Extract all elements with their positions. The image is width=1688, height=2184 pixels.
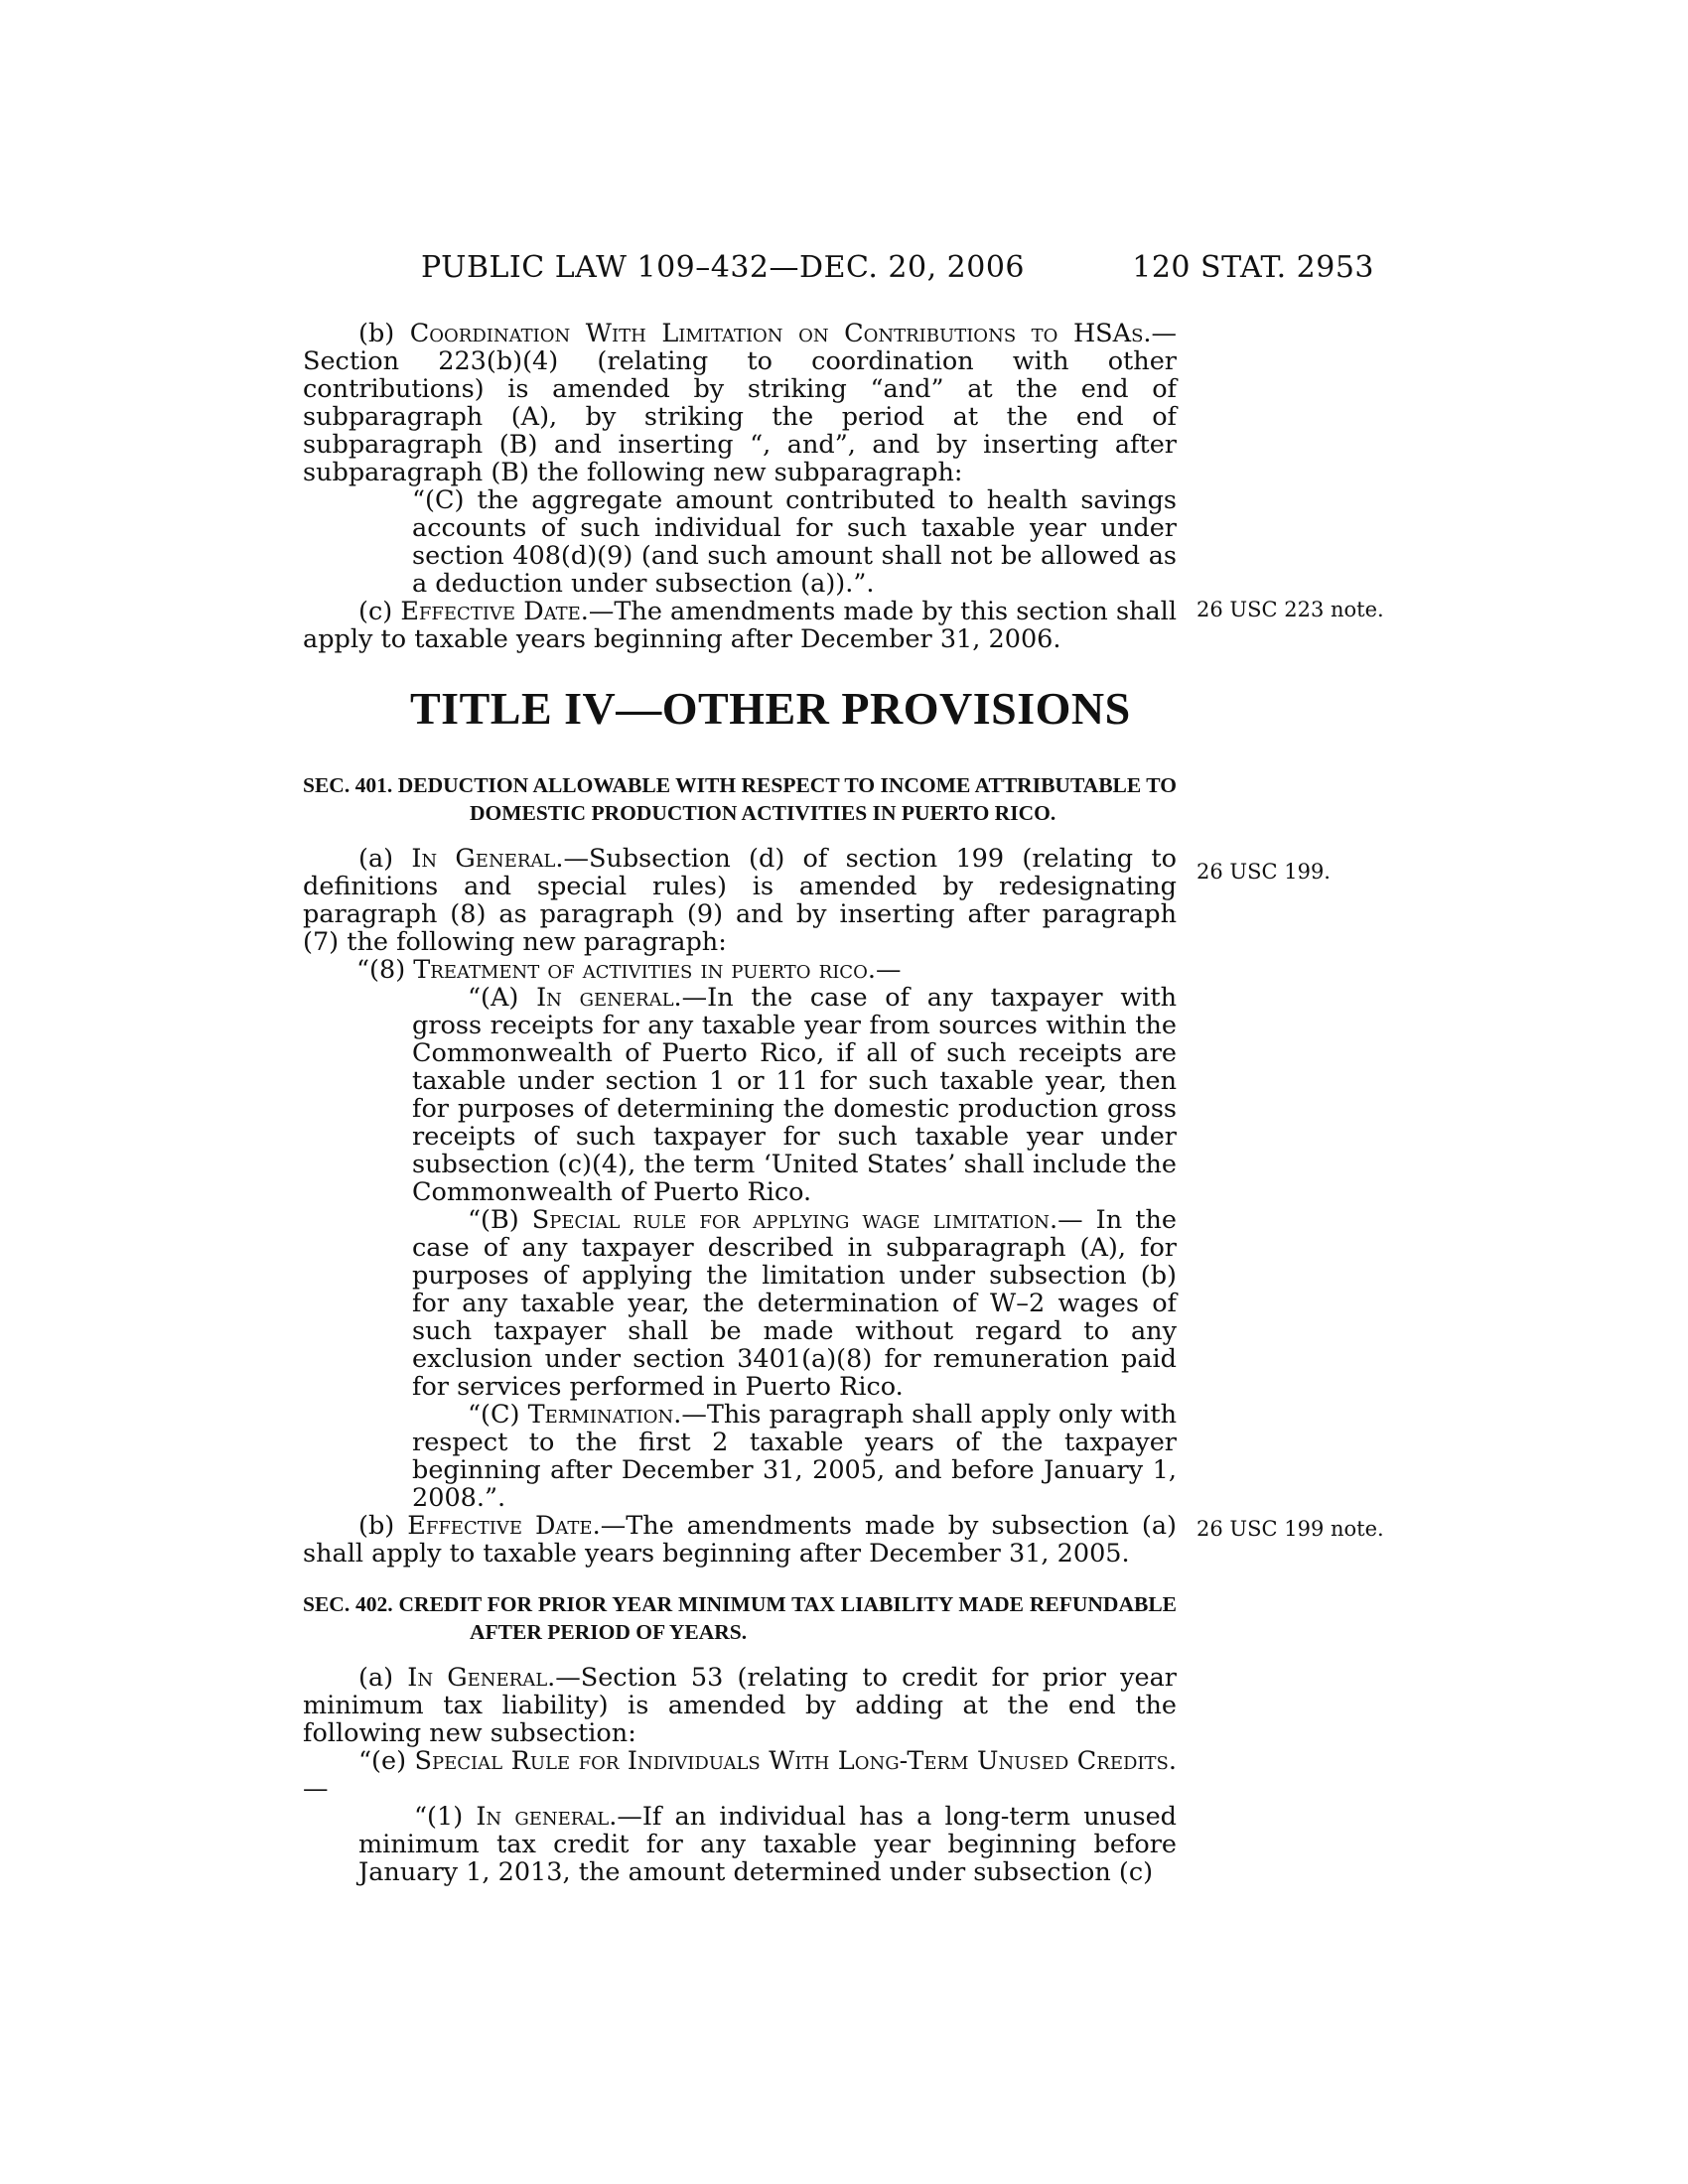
paragraph-heading: Effective Date.	[400, 597, 589, 626]
paragraph-heading: Coordination With Limitation on Contributions to HSAs.	[409, 319, 1152, 348]
subparagraph-a: “(A) In general.—In the case of any taxpayer with gross receipts for any taxable year from sources within the Commonwealth of Puerto Rico, if all of such receipts are taxable under section 1 or 11 for such taxable year, then for purposes of determining the domestic production gross receipts of such taxpayer for such taxable year under subsection (c)(4), the term ‘United States’ shall include the Commonwealth of Puerto Rico.	[412, 983, 1177, 1207]
margin-note: 26 USC 223 note.	[1196, 598, 1384, 621]
paragraph-b-coordination: (b) Coordination With Limitation on Contributions to HSAs.—Section 223(b)(4) (relating to coordination with other contributions) is amended by striking “and” at the end of subparagraph (A), by striking the period at the end of subparagraph (B) and inserting “, and”, and by inserting after subparagraph (B) the following new subparagraph:	[303, 319, 1178, 487]
paragraph-heading: In general.	[536, 983, 682, 1013]
quoted-paragraph-8: “(8) Treatment of activities in puerto rico.—	[356, 955, 902, 985]
quoted-subsection-e: “(e) Special Rule for Individuals With Long-Term Unused Credits.—	[303, 1746, 1177, 1804]
page-stat-number: 120 STAT. 2953	[1132, 250, 1374, 285]
section-402	[303, 1590, 1177, 1886]
paragraph-b-effective-date: (b) Effective Date.—The amendments made by subsection (a) shall apply to taxable years beginning after December 31, 2005.	[303, 1511, 1178, 1569]
quoted-paragraph-1: “(1) In general.—If an individual has a long-term unused minimum tax credit for any taxable year beginning before January 1, 2013, the amount determined under subsection (c)	[358, 1802, 1177, 1887]
quoted-subparagraph-c: “(C) the aggregate amount contributed to health savings accounts of such individual for such taxable year under section 408(d)(9) (and such amount shall not be allowed as a deduction under subsection (a)).”.	[412, 485, 1177, 599]
paragraph-heading: Treatment of activities in puerto rico.	[413, 955, 876, 985]
section-223-amendments	[303, 320, 1177, 653]
paragraph-heading: Special rule for applying wage limitation.	[531, 1205, 1058, 1235]
section-heading: SEC. 402. CREDIT FOR PRIOR YEAR MINIMUM TAX LIABILITY MADE REFUNDABLE AFTER PERIOD OF YEARS.	[303, 1592, 1177, 1644]
running-header-title: PUBLIC LAW 109–432—DEC. 20, 2006	[421, 250, 1026, 285]
margin-note: 26 USC 199.	[1196, 860, 1331, 884]
paragraph-c-effective-date: (c) Effective Date.—The amendments made by this section shall apply to taxable years beginning after December 31, 2006.	[303, 597, 1177, 654]
paragraph-heading: Effective Date.	[407, 1511, 601, 1541]
paragraph-a-in-general: (a) In General.—Section 53 (relating to credit for prior year minimum tax liability) is amended by adding at the end the following new subsection:	[303, 1663, 1177, 1748]
paragraph-heading: Termination.	[527, 1400, 682, 1430]
subparagraph-c: “(C) Termination.—This paragraph shall apply only with respect to the first 2 taxable years of the taxpayer beginning after December 31, 2005, and before January 1, 2008.”.	[412, 1400, 1177, 1513]
paragraph-heading: In General.	[411, 844, 564, 874]
paragraph-heading: Special Rule for Individuals With Long-Term Unused Credits.	[414, 1746, 1177, 1776]
subparagraph-b: “(B) Special rule for applying wage limitation.— In the case of any taxpayer described in subparagraph (A), for purposes of applying the limitation under subsection (b) for any taxable year, the determination of W–2 wages of such taxpayer shall be made without regard to any exclusion under section 3401(a)(8) for remuneration paid for services performed in Puerto Rico.	[412, 1205, 1178, 1402]
margin-note: 26 USC 199 note.	[1196, 1517, 1384, 1541]
title-heading: TITLE IV—OTHER PROVISIONS	[410, 683, 1131, 734]
paragraph-a-in-general: (a) In General.—Subsection (d) of section 199 (relating to definitions and special rules) is amended by redesignating paragraph (8) as paragraph (9) and by inserting after paragraph (7) the following new paragraph:	[303, 844, 1177, 957]
section-401	[303, 771, 1177, 1568]
paragraph-heading: In General.	[407, 1663, 556, 1693]
paragraph-heading: In general.	[476, 1802, 618, 1832]
section-heading: SEC. 401. DEDUCTION ALLOWABLE WITH RESPECT TO INCOME ATTRIBUTABLE TO DOMESTIC PRODUCTION ACTIVITIES IN PUERTO RICO.	[303, 773, 1177, 825]
